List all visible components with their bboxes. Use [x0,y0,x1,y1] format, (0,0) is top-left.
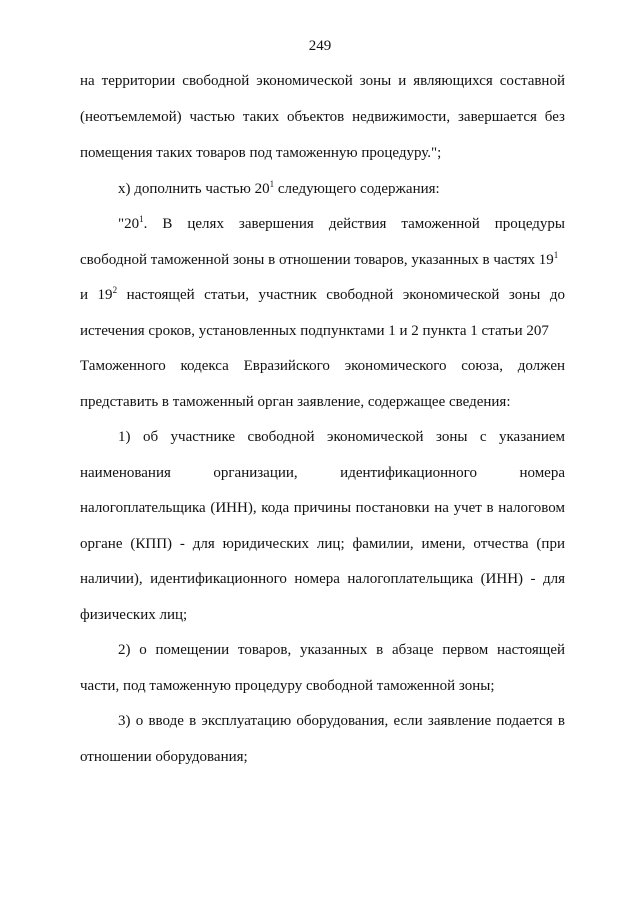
text-line: физических лиц; [80,607,188,623]
superscript: 1 [269,179,275,189]
text-line: помещения таких товаров под таможенную процедуру."; [80,145,442,161]
text-line [80,249,565,271]
text-line: представить в таможенный орган заявление, содержащее сведения: [80,394,511,410]
text-line: части, под таможенную процедуру свободной таможенной зоны; [80,678,495,694]
text-line: наименования организации, идентификационного номера [80,465,565,481]
text-line [80,284,565,306]
text-line-part: и 19 [80,287,113,303]
text-line-part: "20 [118,216,140,232]
text-line: Таможенного кодекса Евразийского экономического союза, должен [80,358,565,374]
text-line: (неотъемлемой) частью таких объектов недвижимости, завершается без [80,109,565,125]
text-line [118,178,565,200]
text-line-part: настоящей статьи, участник свободной экономической зоны до [117,287,565,303]
page-number: 249 [308,38,332,54]
text-line: истечения сроков, установленных подпунктами 1 и 2 пункта 1 статьи 207 [80,323,549,339]
text-line-part: х) дополнить частью 20 [118,181,270,197]
superscript: 1 [553,250,559,260]
superscript: 1 [139,214,144,224]
superscript: 2 [112,285,118,295]
text-line: органе (КПП) - для юридических лиц; фамилии, имени, отчества (при [80,536,565,552]
text-line-part: свободной таможенной зоны в отношении товаров, указанных в частях 19 [80,252,554,268]
text-line-part: . В целях завершения действия таможенной процедуры [143,216,565,232]
text-line: на территории свободной экономической зоны и являющихся составной [80,73,565,89]
text-line: отношении оборудования; [80,749,248,765]
text-line: налогоплательщика (ИНН), кода причины постановки на учет в налоговом [80,500,565,516]
text-line: 1) об участнике свободной экономической зоны с указанием [118,429,565,445]
text-line: 3) о вводе в эксплуатацию оборудования, если заявление подается в [118,713,565,729]
text-line: 2) о помещении товаров, указанных в абзаце первом настоящей [118,642,565,658]
text-line [118,213,565,235]
text-line: наличии), идентификационного номера налогоплательщика (ИНН) - для [80,571,565,587]
text-line-part: следующего содержания: [274,181,440,197]
